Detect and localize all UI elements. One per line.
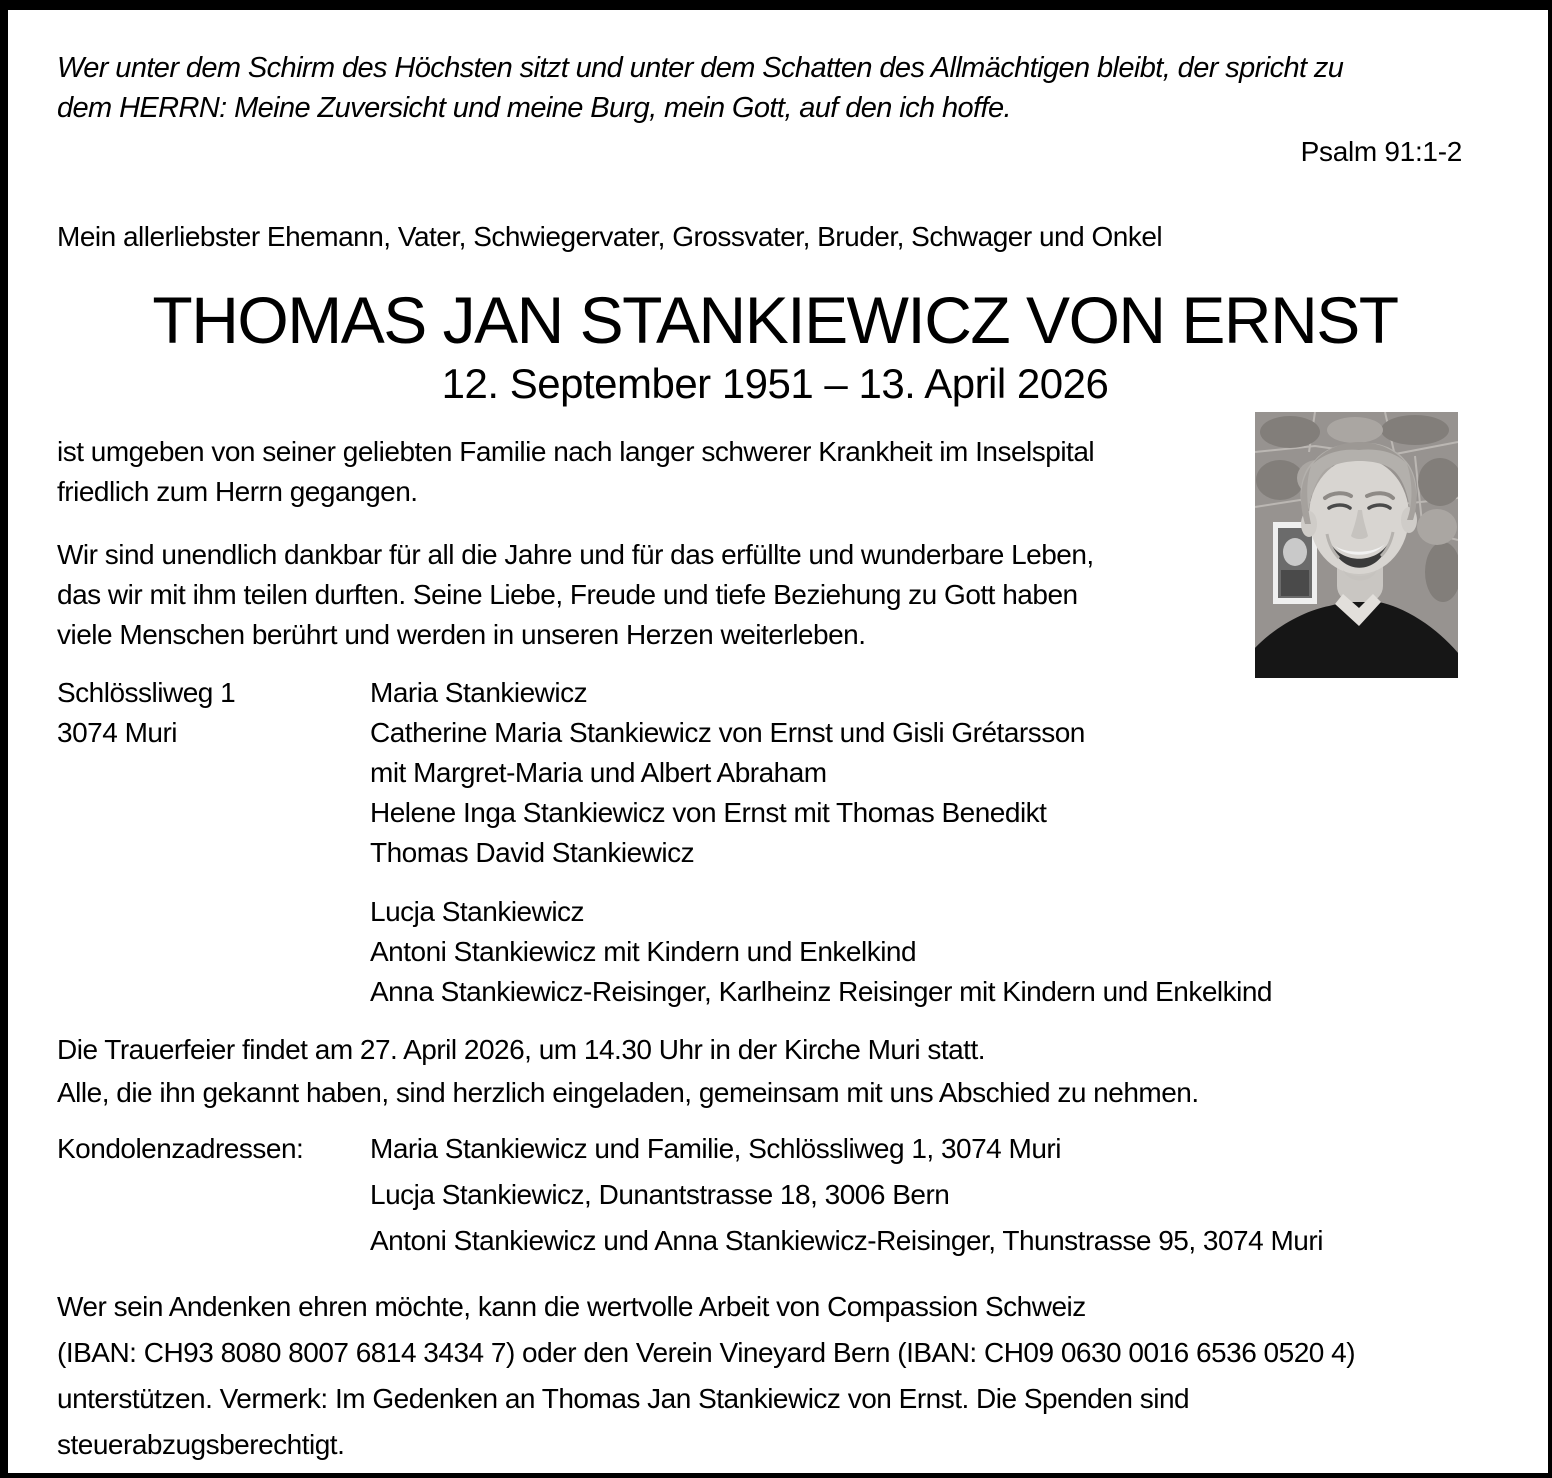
family-member: Maria Stankiewicz	[370, 677, 588, 708]
family-member: Anna Stankiewicz-Reisinger, Karlheinz Reisinger mit Kindern und Enkelkind	[370, 976, 1272, 1007]
family-group-immediate	[370, 673, 1272, 873]
funeral-service-info	[57, 1028, 1493, 1114]
donation-line: steuerabzugsberechtigt.	[57, 1429, 345, 1460]
service-line: Die Trauerfeier findet am 27. April 2026, um 14.30 Uhr in der Kirche Muri statt.	[57, 1034, 986, 1065]
family-names	[370, 673, 1272, 1012]
family-group-extended	[370, 892, 1272, 1012]
donation-line: unterstützen. Vermerk: Im Gedenken an Thomas Jan Stankiewicz von Ernst. Die Spenden sind	[57, 1383, 1190, 1414]
family-member: Thomas David Stankiewicz	[370, 837, 695, 868]
donation-paragraph	[57, 1284, 1493, 1468]
deceased-name: THOMAS JAN STANKIEWICZ VON ERNST	[152, 283, 1398, 357]
announcement-line: ist umgeben von seiner geliebten Familie nach langer schwerer Krankheit im Inselspital	[57, 436, 1095, 467]
announcement-line: friedlich zum Herrn gegangen.	[57, 476, 418, 507]
condolence-label: Kondolenzadressen:	[57, 1133, 304, 1164]
scripture-quote	[57, 48, 1493, 128]
family-member: Catherine Maria Stankiewicz von Ernst und Gisli Grétarsson	[370, 717, 1085, 748]
quote-line: dem HERRN: Meine Zuversicht und meine Burg, mein Gott, auf den ich hoffe.	[57, 92, 1011, 124]
tribute-line: viele Menschen berührt und werden in unseren Herzen weiterleben.	[57, 619, 866, 650]
condolence-address: Lucja Stankiewicz, Dunantstrasse 18, 3006 Bern	[370, 1179, 950, 1210]
address-line: Schlössliweg 1	[57, 677, 236, 708]
tribute-line: das wir mit ihm teilen durften. Seine Liebe, Freude und tiefe Beziehung zu Gott haben	[57, 579, 1078, 610]
donation-line: Wer sein Andenken ehren möchte, kann die wertvolle Arbeit von Compassion Schweiz	[57, 1291, 1086, 1322]
scripture-reference: Psalm 91:1-2	[1300, 136, 1462, 167]
family-member: mit Margret-Maria und Albert Abraham	[370, 757, 827, 788]
portrait-photo	[1255, 412, 1458, 678]
tribute-line: Wir sind unendlich dankbar für all die Jahre und für das erfüllte und wunderbare Leben,	[57, 539, 1094, 570]
donation-line: (IBAN: CH93 8080 8007 6814 3434 7) oder den Verein Vineyard Bern (IBAN: CH09 0630 0016 6536 0520 4)	[57, 1337, 1356, 1368]
address-line: 3074 Muri	[57, 717, 178, 748]
family-member: Helene Inga Stankiewicz von Ernst mit Thomas Benedikt	[370, 797, 1047, 828]
family-block	[57, 673, 1493, 1012]
family-address	[57, 673, 370, 1012]
service-line: Alle, die ihn gekannt haben, sind herzlich eingeladen, gemeinsam mit uns Abschied zu nehmen.	[57, 1077, 1199, 1108]
condolence-address: Antoni Stankiewicz und Anna Stankiewicz-Reisinger, Thunstrasse 95, 3074 Muri	[370, 1225, 1323, 1256]
portrait-photo-image	[1255, 412, 1458, 678]
condolence-block	[57, 1126, 1493, 1264]
quote-line: Wer unter dem Schirm des Höchsten sitzt und unter dem Schatten des Allmächtigen bleibt, der spricht zu	[57, 52, 1344, 84]
relationship-intro: Mein allerliebster Ehemann, Vater, Schwiegervater, Grossvater, Bruder, Schwager und Onkel	[57, 221, 1163, 252]
condolence-addresses	[370, 1126, 1323, 1264]
deceased-dates: 12. September 1951 – 13. April 2026	[441, 360, 1109, 407]
condolence-address: Maria Stankiewicz und Familie, Schlössliweg 1, 3074 Muri	[370, 1133, 1061, 1164]
family-member: Antoni Stankiewicz mit Kindern und Enkelkind	[370, 936, 917, 967]
family-member: Lucja Stankiewicz	[370, 896, 585, 927]
